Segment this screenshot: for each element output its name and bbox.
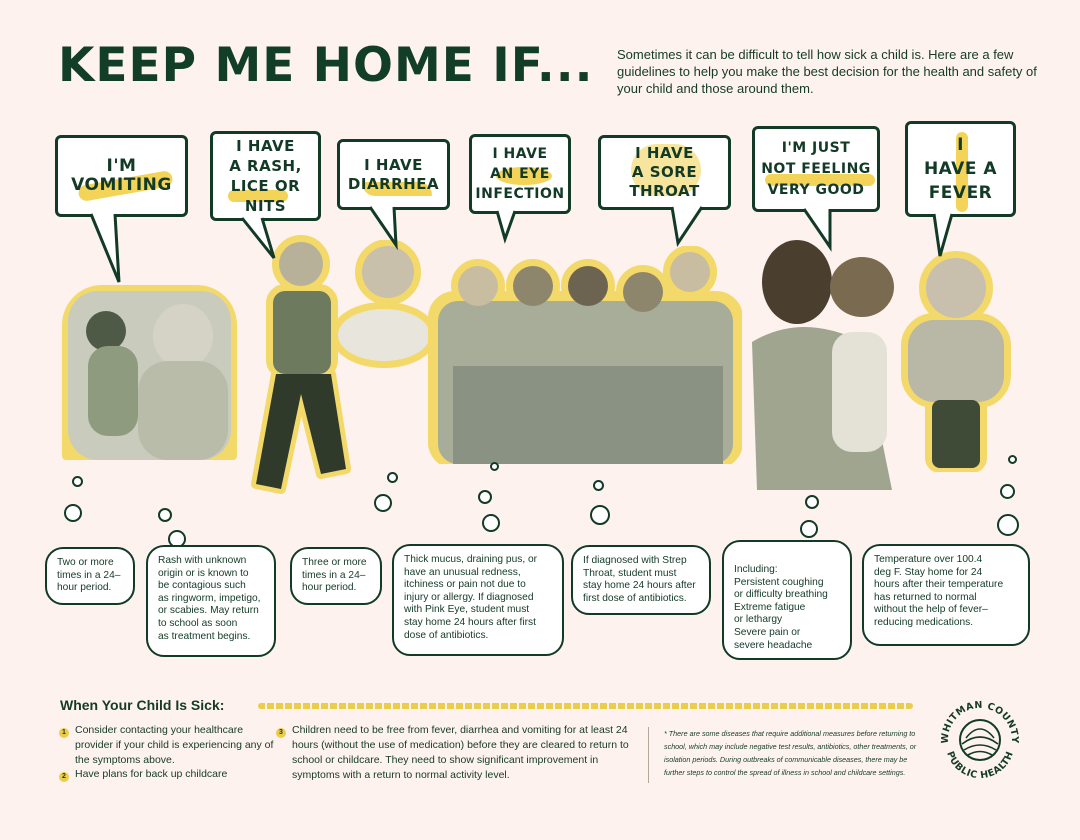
step-1: Consider contacting your healthcare provider if your child is experiencing any of the symptoms above.: [75, 724, 274, 766]
thought-puff: [72, 476, 83, 487]
step-number-1: 1: [59, 728, 69, 738]
bubble-diarrhea: [337, 139, 450, 210]
whitman-county-public-health-logo: [934, 694, 1026, 786]
thought-sore-throat: If diagnosed with Strep Throat, student must stay home 24 hours after first dose of antibiotics.: [571, 545, 711, 615]
thought-puff: [1000, 484, 1015, 499]
bubble-throat: [598, 135, 731, 210]
bubble-tail: [800, 207, 840, 252]
svg-text:PUBLIC HEALTH: [944, 750, 1016, 781]
step-2: Have plans for back up childcare: [75, 768, 228, 780]
thought-puff: [64, 504, 82, 522]
bubble-text: I HAVE A SORE THROAT: [629, 144, 700, 200]
bubble-text: I HAVE A RASH, LICE OR NITS: [229, 137, 302, 215]
photo-mother-and-daughter: [742, 232, 902, 490]
thought-fever: Temperature over 100.4 deg F. Stay home for 24 hours after their temperature has returned to normal without the help of fever– reducing medications.: [862, 544, 1030, 646]
photo-parent-and-child: [62, 285, 237, 460]
decorative-divider: [258, 703, 913, 709]
thought-puff: [387, 472, 398, 483]
bubble-eye: [469, 134, 571, 214]
thought-not-feeling-good: Including: Persistent coughing or difficulty breathing Extreme fatigue or lethargy Severe pain or severe headache: [722, 540, 852, 660]
photo-group-of-teens: [428, 246, 743, 464]
thought-puff: [997, 514, 1019, 536]
divider-line: [648, 727, 649, 783]
sick-section-title: When Your Child Is Sick:: [60, 697, 225, 713]
thought-puff: [374, 494, 392, 512]
thought-puff: [593, 480, 604, 491]
thought-puff: [158, 508, 172, 522]
thought-puff: [805, 495, 819, 509]
bubble-text: I'M VOMITING: [71, 156, 172, 195]
bubble-vomiting: [55, 135, 188, 217]
step-number-2: 2: [59, 772, 69, 782]
bubble-not-feeling-good: [752, 126, 880, 212]
page-title: KEEP ME HOME IF...: [58, 38, 594, 93]
bubble-tail: [238, 216, 278, 266]
bubble-text: I'M JUST NOT FEELING VERY GOOD: [761, 139, 871, 198]
bubble-text: I HAVE AN EYE INFECTION: [475, 146, 565, 202]
thought-puff: [490, 462, 499, 471]
bubble-rash: [210, 131, 321, 221]
thought-vomiting: Two or more times in a 24– hour period.: [45, 547, 135, 605]
bubble-fever: [905, 121, 1016, 217]
bubble-tail: [668, 205, 708, 247]
bubble-tail: [366, 205, 406, 250]
logo-bottom-text: PUBLIC HEALTH: [944, 749, 1016, 782]
thought-puff: [478, 490, 492, 504]
photo-laughing-toddler: [330, 240, 438, 370]
bubble-text: I HAVE DIARRHEA: [347, 155, 440, 193]
thought-puff: [590, 505, 610, 525]
photo-toddler-in-coat: [892, 248, 1020, 472]
step-number-3: 3: [276, 728, 286, 738]
step-3: Children need to be free from fever, diarrhea and vomiting for at least 24 hours (without the use of medication) before they are cleared to return to school or childcare. They need to show significant improvement in symptoms with a return to normal activity level.: [292, 724, 629, 781]
thought-puff: [1008, 455, 1017, 464]
bubble-tail: [930, 212, 960, 262]
thought-diarrhea: Three or more times in a 24– hour period.: [290, 547, 382, 605]
logo-top-text: WHITMAN COUNTY: [939, 699, 1021, 744]
intro-text: Sometimes it can be difficult to tell how sick a child is. Here are a few guidelines to help you make the best decision for the health and safety of your child and those around them.: [617, 47, 1037, 96]
bubble-text: I HAVE A FEVER: [923, 135, 998, 203]
bubble-tail: [85, 212, 125, 292]
thought-eye-infection: Thick mucus, draining pus, or have an unusual redness, itchiness or pain not due to injury or allergy. If diagnosed with Pink Eye, student must stay home 24 hours after first dose of antibiotics.: [392, 544, 564, 656]
bubble-tail: [493, 209, 523, 244]
thought-puff: [800, 520, 818, 538]
thought-puff: [482, 514, 500, 532]
thought-rash: Rash with unknown origin or is known to be contagious such as ringworm, impetigo, or scabies. May return to school as soon as treatment begins.: [146, 545, 276, 657]
footnote: * There are some diseases that require additional measures before returning to school, which may include negative test results, antibiotics, other treatments, or isolation periods. During outbreaks of communicable diseases, there may be further steps to control the spread of illness in school and childcare settings.: [664, 729, 917, 777]
